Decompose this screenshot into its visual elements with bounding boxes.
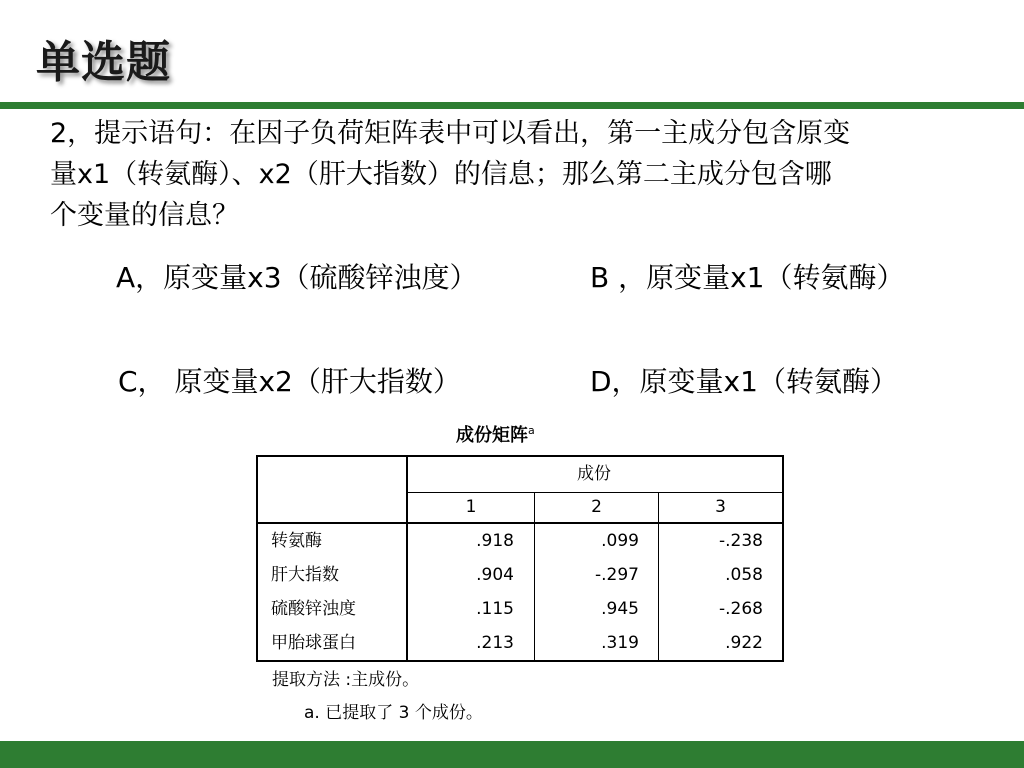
table-column-header: 1 — [465, 497, 477, 517]
table-caption-text: 成份矩阵 — [456, 425, 528, 446]
question-text — [50, 113, 1020, 236]
table-cell: -.297 — [595, 565, 639, 585]
table-cell: .213 — [476, 633, 514, 653]
question-line: 量x1（转氨酶）、x2（肝大指数）的信息；那么第二主成分包含哪 — [50, 159, 832, 190]
question-line: 2，提示语句：在因子负荷矩阵表中可以看出，第一主成分包含原变 — [50, 118, 851, 149]
table-row-label: 甲胎球蛋白 — [271, 633, 356, 653]
question-line: 个变量的信息？ — [50, 200, 239, 231]
table-divider — [406, 457, 408, 660]
table-row-label: 转氨酶 — [271, 531, 322, 551]
footnote-a: a. 已提取了 3 个成份。 — [304, 703, 483, 723]
component-matrix-table — [256, 455, 784, 662]
table-cell: .058 — [725, 565, 763, 585]
table-row-label: 硫酸锌浊度 — [271, 599, 356, 619]
table-cell: .115 — [476, 599, 514, 619]
table-caption — [456, 421, 535, 447]
table-cell: .945 — [601, 599, 639, 619]
table-divider — [406, 492, 782, 493]
footer-bar — [0, 741, 1024, 768]
table-cell: .904 — [476, 565, 514, 585]
table-cell: -.238 — [719, 531, 763, 551]
table-cell: .918 — [476, 531, 514, 551]
table-row-label: 肝大指数 — [271, 565, 339, 585]
table-cell: -.268 — [719, 599, 763, 619]
table-cell: .099 — [601, 531, 639, 551]
slide-title: 单选题 — [36, 37, 171, 88]
header-divider — [0, 102, 1024, 109]
option-d[interactable]: D，原变量x1（转氨酶） — [590, 365, 898, 398]
table-column-header: 2 — [591, 497, 602, 517]
table-group-header: 成份 — [577, 464, 611, 484]
option-c[interactable]: C， 原变量x2（肝大指数） — [118, 365, 461, 398]
table-divider — [258, 522, 782, 524]
table-column-header: 3 — [715, 497, 726, 517]
table-caption-footnote-mark: a — [528, 424, 535, 437]
table-cell: .319 — [601, 633, 639, 653]
table-cell: .922 — [725, 633, 763, 653]
extraction-method-note: 提取方法 :主成份。 — [272, 670, 420, 690]
option-b[interactable]: B ，原变量x1（转氨酶） — [590, 261, 905, 294]
option-a[interactable]: A，原变量x3（硫酸锌浊度） — [116, 261, 478, 294]
